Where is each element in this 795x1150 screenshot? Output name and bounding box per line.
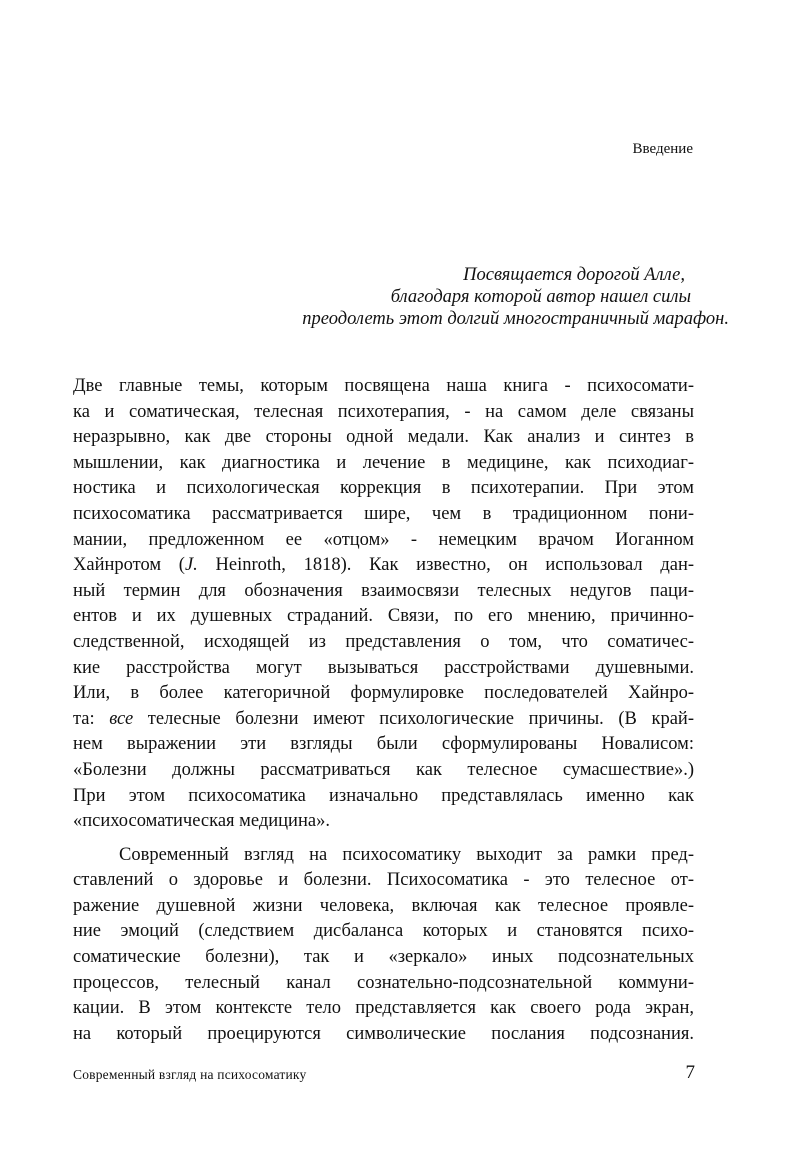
paragraph-1 <box>73 374 694 835</box>
text-segment: Heinroth, 1818). Как известно, он использовал дан- <box>197 555 694 576</box>
page-number: 7 <box>685 1062 695 1083</box>
running-head: Введение <box>632 141 693 157</box>
text-line: «психосоматическая медицина». <box>73 811 330 832</box>
body-text <box>73 374 694 1047</box>
dedication-line: Посвящается дорогой Алле, <box>463 265 685 285</box>
text-line: ностика и психологическая коррекция в психотерапии. При этом <box>73 478 694 499</box>
text-line: процессов, телесный канал сознательно-подсознательной коммуни- <box>73 972 694 993</box>
dedication <box>169 264 729 330</box>
text-line <box>73 707 694 733</box>
emphasis: все <box>109 708 134 729</box>
text-line: ентов и их душевных страданий. Связи, по его мнению, причинно- <box>73 606 694 627</box>
text-line: Две главные темы, которым посвящена наша книга - психосомати- <box>73 376 694 396</box>
footer-title: Современный взгляд на психосоматику <box>73 1067 307 1082</box>
dedication-line: преодолеть этот долгий многостраничный марафон. <box>302 309 729 329</box>
text-line: следственной, исходящей из представления о том, что соматичес- <box>73 631 694 652</box>
text-segment: та: <box>73 708 110 729</box>
text-segment: Хайнротом ( <box>73 555 185 576</box>
dedication-line: благодаря которой автор нашел силы <box>390 287 691 307</box>
text-line <box>73 553 694 579</box>
text-line: нем выражении эти взгляды были сформулированы Новалисом: <box>73 734 694 755</box>
text-line: ставлений о здоровье и болезни. Психосоматика - это телесное от- <box>73 870 694 891</box>
text-line: психосоматика рассматривается шире, чем в традиционном пони- <box>73 503 694 524</box>
text-line: ражение душевной жизни человека, включая как телесное проявле- <box>73 895 694 916</box>
text-line: ный термин для обозначения взаимосвязи телесных недугов паци- <box>73 580 694 601</box>
paragraph-2 <box>73 843 694 1048</box>
text-line: «Болезни должны рассматриваться как телесное сумасшествие».) <box>73 759 694 780</box>
text-line: мании, предложенном ее «отцом» - немецким врачом Иоганном <box>73 529 694 550</box>
text-line: Или, в более категоричной формулировке последователей Хайнро- <box>73 683 694 704</box>
text-line: соматические болезни), так и «зеркало» иных подсознательных <box>73 947 694 968</box>
citation-initial: J. <box>184 555 198 576</box>
text-line: кации. В этом контексте тело представляется как своего рода экран, <box>73 998 694 1019</box>
text-line: на который проецируются символические послания подсознания. <box>73 1023 694 1044</box>
text-line: Современный взгляд на психосоматику выходит за рамки пред- <box>119 844 694 865</box>
text-line: ка и соматическая, телесная психотерапия, - на самом деле связаны <box>73 401 694 422</box>
text-line: При этом психосоматика изначально представлялась именно как <box>73 785 694 806</box>
text-line: неразрывно, как две стороны одной медали. Как анализ и синтез в <box>73 427 694 448</box>
text-line: ние эмоций (следствием дисбаланса которых и становятся психо- <box>73 921 694 942</box>
text-line: кие расстройства могут вызываться расстройствами душевными. <box>73 657 694 678</box>
paragraph-gap <box>73 835 694 843</box>
text-segment: телесные болезни имеют психологические причины. (В край- <box>133 708 694 729</box>
text-line: мышлении, как диагностика и лечение в медицине, как психодиаг- <box>73 452 694 473</box>
